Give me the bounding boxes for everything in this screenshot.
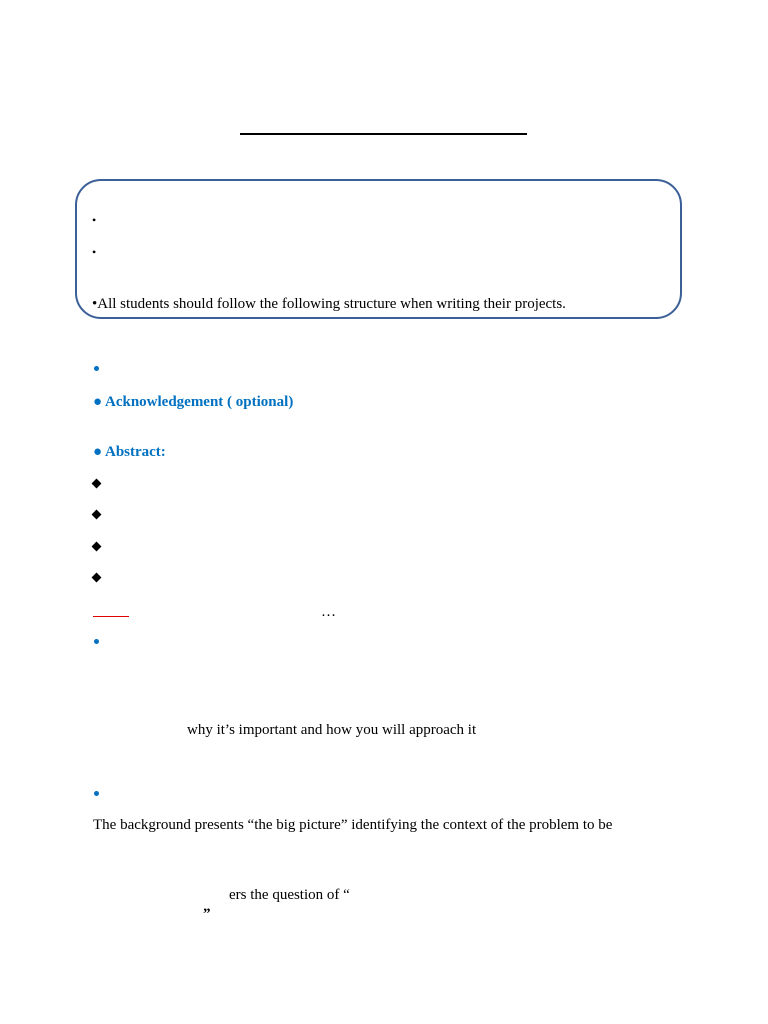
background-text: The background presents “the big picture” identifying the context of the problem to be xyxy=(93,817,613,833)
diamond-bullet-2 xyxy=(92,510,102,520)
section-bullet-empty-1 xyxy=(94,366,99,371)
diamond-bullet-4 xyxy=(92,573,102,583)
notice-structure-line: •All students should follow the following structure when writing their projects. xyxy=(92,296,566,312)
answers-fragment-text: ers the question of “ xyxy=(229,887,350,903)
diamond-bullet-1 xyxy=(92,479,102,489)
section-bullet-empty-3 xyxy=(94,791,99,796)
heading-abstract: ● Abstract: xyxy=(93,444,166,460)
diamond-bullet-3 xyxy=(92,542,102,552)
closing-quote: ” xyxy=(203,906,211,922)
section-bullet-empty-2 xyxy=(94,639,99,644)
notice-bullet-2: • xyxy=(92,245,97,259)
notice-bullet-1: • xyxy=(92,213,97,227)
title-underline xyxy=(240,133,527,135)
red-underline xyxy=(93,616,129,617)
ellipsis-text: … xyxy=(321,604,336,620)
heading-acknowledgement: ● Acknowledgement ( optional) xyxy=(93,394,294,410)
intro-fragment-text: why it’s important and how you will approach it xyxy=(187,722,477,738)
